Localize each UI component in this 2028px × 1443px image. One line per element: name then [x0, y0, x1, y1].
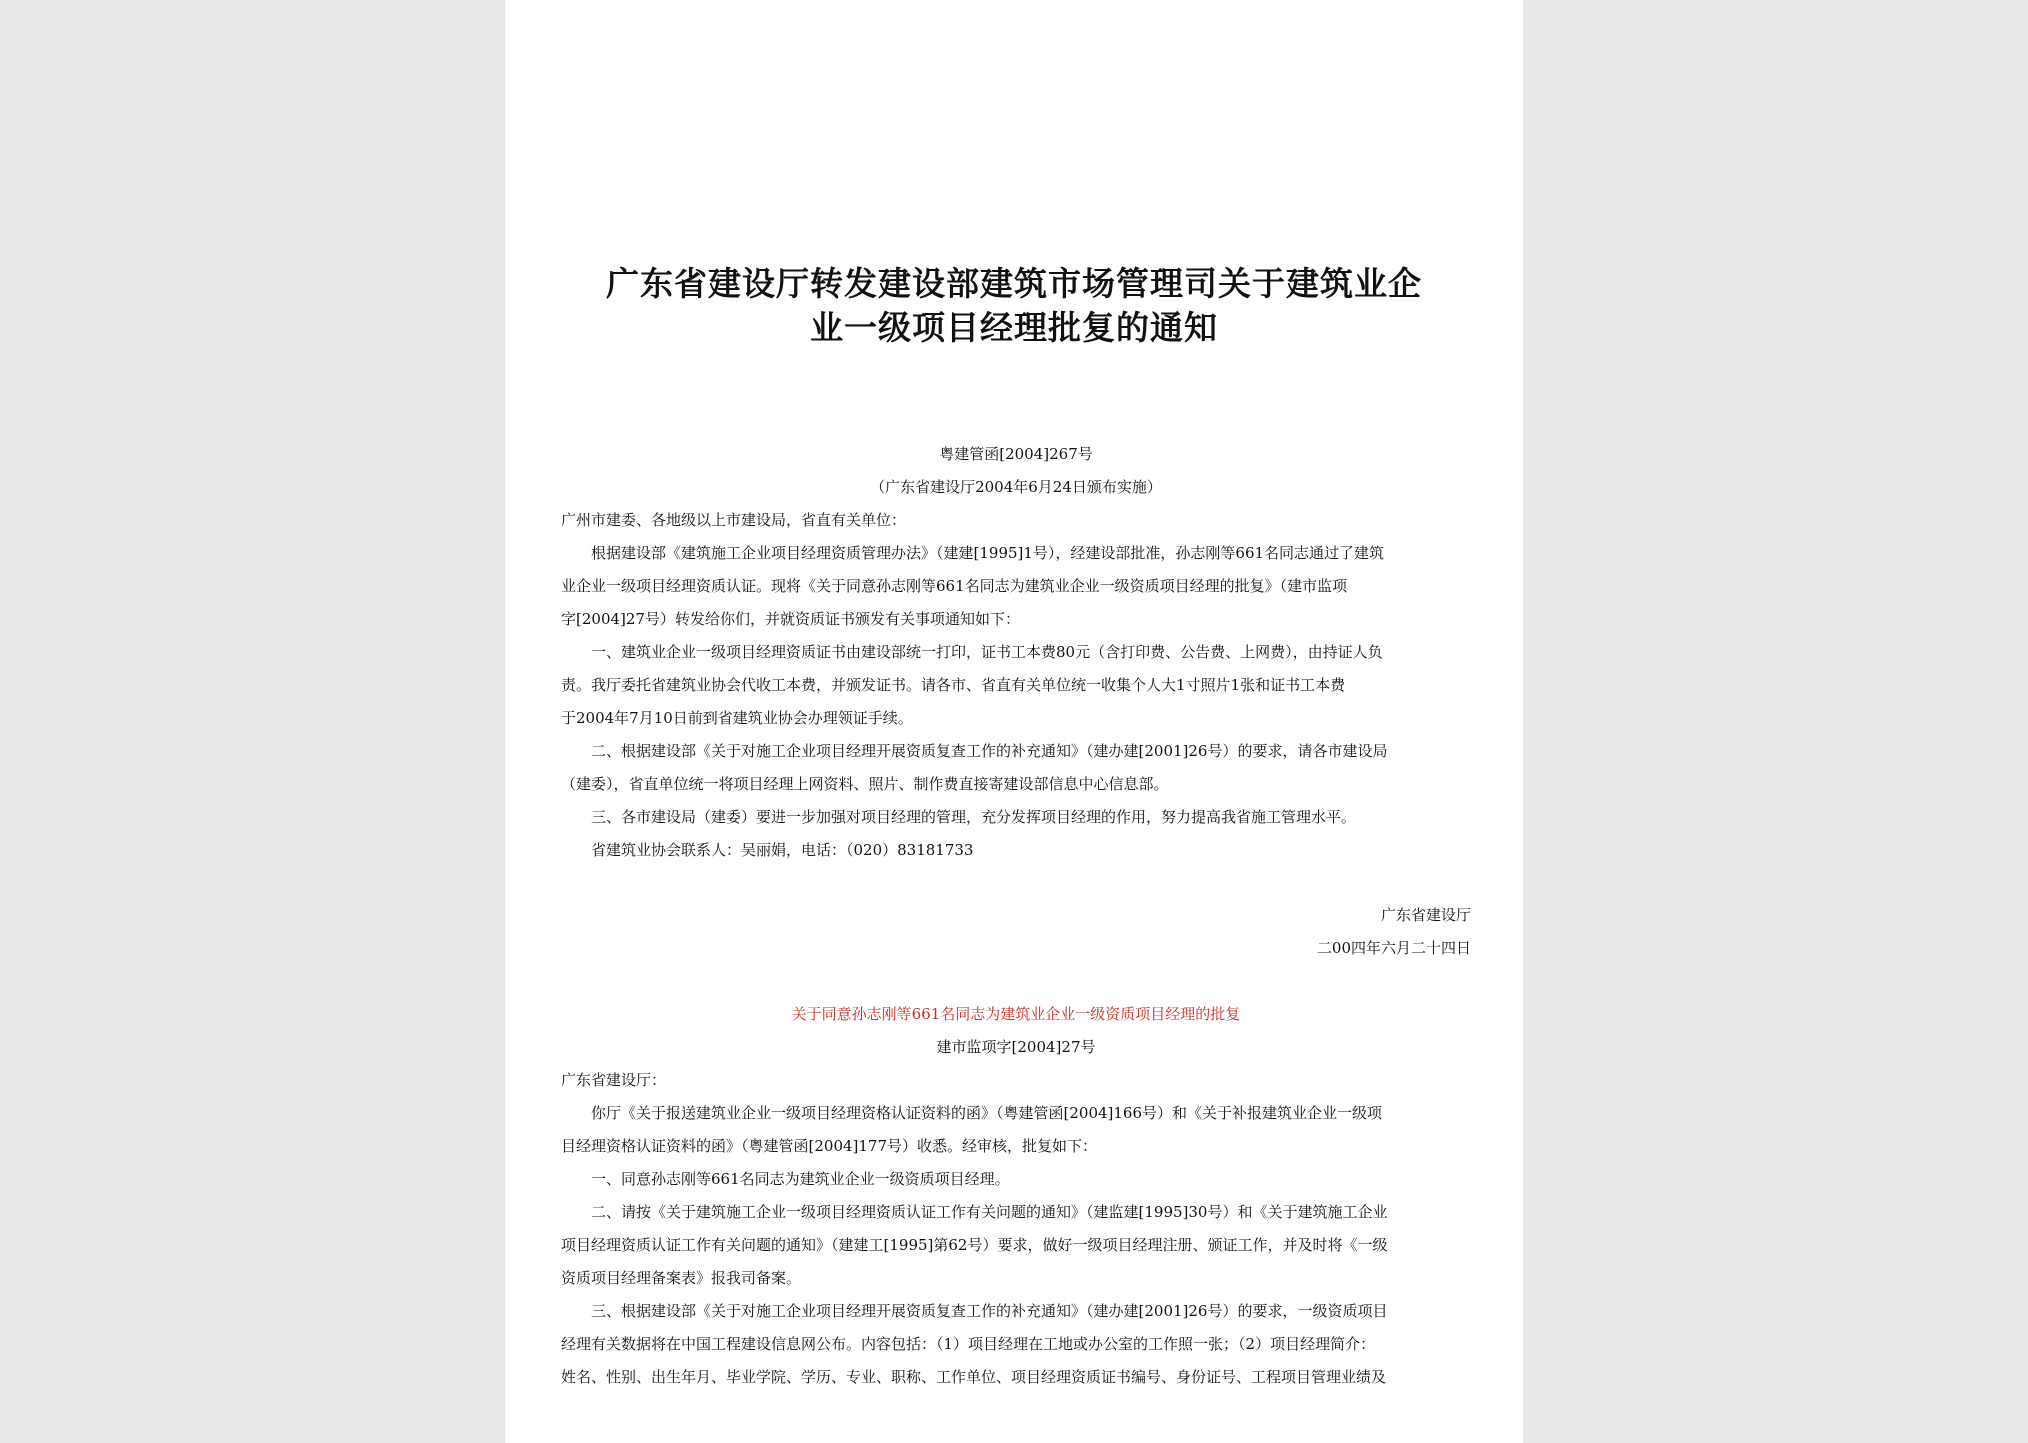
attachment-paragraph-line: 经理有关数据将在中国工程建设信息网公布。内容包括：（1）项目经理在工地或办公室的工作照一张；（2）项目经理简介： [561, 1335, 1376, 1353]
addressee: 广州市建委、各地级以上市建设局，省直有关单位： [561, 511, 907, 529]
attachment-paragraph-line: 目经理资格认证资料的函》（粤建管函[2004]177号）收悉。经审核，批复如下： [561, 1137, 1098, 1155]
attachment-doc-number: 建市监项字[2004]27号 [936, 1038, 1096, 1056]
attachment-paragraph-line: 资质项目经理备案表》报我司备案。 [561, 1269, 802, 1287]
attachment-paragraph-line: 二、请按《关于建筑施工企业一级项目经理资质认证工作有关问题的通知》（建监建[1995]30号）和《关于建筑施工企业 [591, 1203, 1388, 1221]
spacer [561, 965, 1471, 998]
document-page [505, 0, 1523, 1443]
signature-org: 广东省建设厅 [1380, 906, 1471, 924]
paragraph-line: 二、根据建设部《关于对施工企业项目经理开展资质复查工作的补充通知》（建办建[2001]26号）的要求，请各市建设局 [591, 742, 1388, 760]
signature-date: 二00四年六月二十四日 [1316, 939, 1471, 957]
document-title [565, 262, 1463, 350]
issue-note: （广东省建设厅2004年6月24日颁布实施） [870, 478, 1162, 496]
attachment-paragraph-line: 项目经理资质认证工作有关问题的通知》（建建工[1995]第62号）要求，做好一级项目经理注册、颁证工作，并及时将《一级 [561, 1236, 1388, 1254]
attachment-addressee: 广东省建设厅： [561, 1071, 667, 1089]
contact-line: 省建筑业协会联系人：吴丽娟，电话：（020）83181733 [591, 841, 974, 859]
paragraph-line: 字[2004]27号）转发给你们，并就资质证书颁发有关事项通知如下： [561, 610, 1020, 628]
document-body [561, 438, 1471, 1394]
spacer [561, 867, 1471, 899]
title-line: 广东省建设厅转发建设部建筑市场管理司关于建筑业企 [606, 264, 1422, 303]
attachment-paragraph-line: 姓名、性别、出生年月、毕业学院、学历、专业、职称、工作单位、项目经理资质证书编号、身份证号、工程项目管理业绩及 [561, 1368, 1387, 1386]
paragraph-line: 业企业一级项目经理资质认证。现将《关于同意孙志刚等661名同志为建筑业企业一级资质项目经理的批复》（建市监项 [561, 577, 1348, 595]
paragraph-line: 根据建设部《建筑施工企业项目经理资质管理办法》（建建[1995]1号），经建设部批准，孙志刚等661名同志通过了建筑 [591, 544, 1385, 562]
attachment-paragraph-line: 一、同意孙志刚等661名同志为建筑业企业一级资质项目经理。 [591, 1170, 1010, 1188]
paragraph-line: 三、各市建设局（建委）要进一步加强对项目经理的管理，充分发挥项目经理的作用，努力提高我省施工管理水平。 [591, 808, 1357, 826]
doc-number: 粤建管函[2004]267号 [939, 445, 1093, 463]
attachment-paragraph-line: 你厅《关于报送建筑业企业一级项目经理资格认证资料的函》（粤建管函[2004]166号）和《关于补报建筑业企业一级项 [591, 1104, 1383, 1122]
paragraph-line: 一、建筑业企业一级项目经理资质证书由建设部统一打印，证书工本费80元（含打印费、公告费、上网费），由持证人负 [591, 643, 1383, 661]
attachment-title: 关于同意孙志刚等661名同志为建筑业企业一级资质项目经理的批复 [791, 1005, 1241, 1023]
paragraph-line: 责。我厅委托省建筑业协会代收工本费，并颁发证书。请各市、省直有关单位统一收集个人大1寸照片1张和证书工本费 [561, 676, 1346, 694]
paragraph-line: 于2004年7月10日前到省建筑业协会办理领证手续。 [561, 709, 913, 727]
attachment-paragraph-line: 三、根据建设部《关于对施工企业项目经理开展资质复查工作的补充通知》（建办建[2001]26号）的要求，一级资质项目 [591, 1302, 1388, 1320]
paragraph-line: （建委），省直单位统一将项目经理上网资料、照片、制作费直接寄建设部信息中心信息部。 [561, 775, 1169, 793]
title-line: 业一级项目经理批复的通知 [810, 308, 1218, 347]
